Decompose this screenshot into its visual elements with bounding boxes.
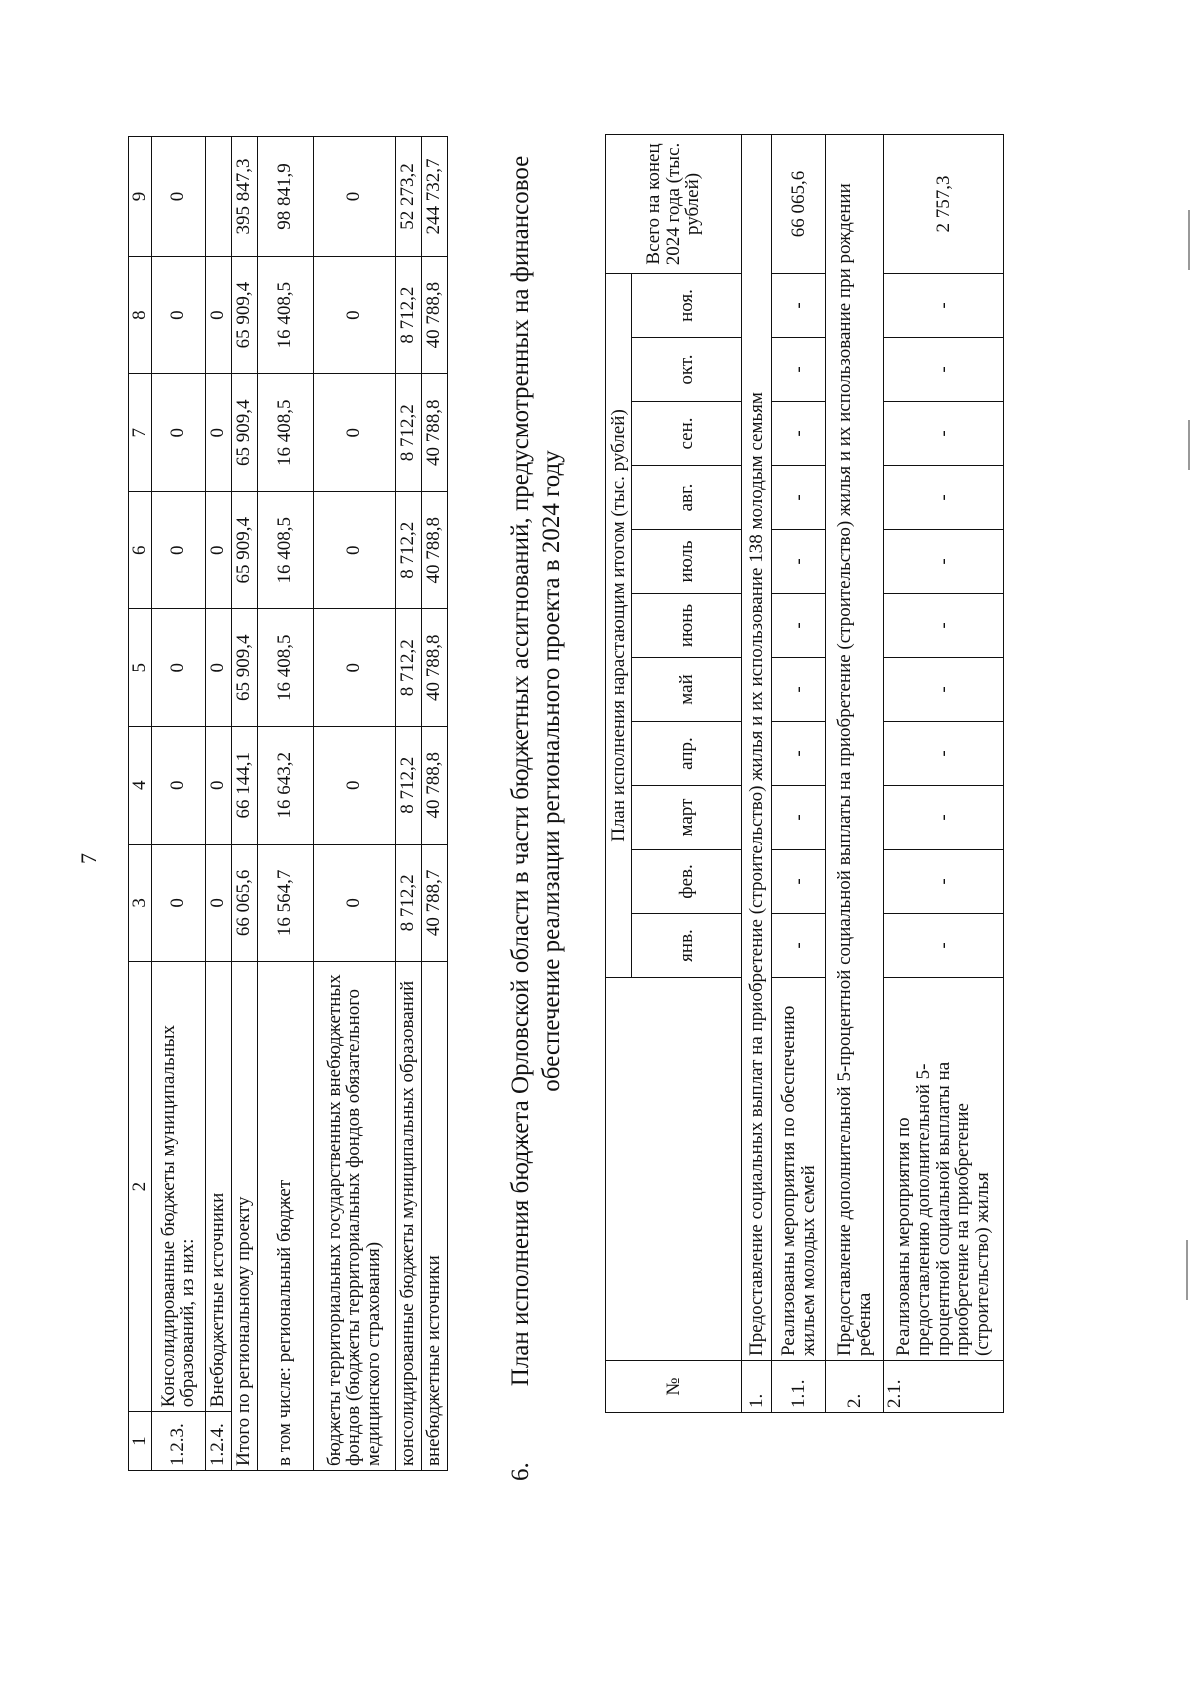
header-cell: 6 bbox=[129, 491, 152, 609]
section-title bbox=[505, 121, 568, 1481]
header-cell: 4 bbox=[129, 727, 152, 845]
header-name bbox=[606, 978, 742, 1361]
cell: 52 273,2 bbox=[395, 137, 421, 257]
month-header: фев. bbox=[632, 850, 742, 914]
cell: - bbox=[772, 466, 826, 530]
cell: 395 847,3 bbox=[231, 137, 257, 257]
table-row bbox=[231, 137, 257, 1471]
row-label: консолидированные бюджеты муниципальных образований bbox=[395, 962, 421, 1471]
header-cell: 5 bbox=[129, 609, 152, 727]
cell: 40 788,8 bbox=[421, 374, 447, 492]
cell: 40 788,7 bbox=[421, 844, 447, 962]
cell: - bbox=[884, 850, 1004, 914]
row-code: 2. bbox=[826, 1361, 884, 1413]
header-plan: План исполнения нарастающим итогом (тыс. рублей) bbox=[606, 273, 632, 977]
cell-total: 2 757,3 bbox=[884, 134, 1004, 273]
cell: 0 bbox=[313, 491, 395, 609]
header-no: № bbox=[606, 1361, 742, 1413]
cell: - bbox=[884, 594, 1004, 658]
month-header: июнь bbox=[632, 594, 742, 658]
table-row bbox=[313, 137, 395, 1471]
cell: - bbox=[884, 786, 1004, 850]
cell: 40 788,8 bbox=[421, 727, 447, 845]
table-row bbox=[205, 137, 231, 1471]
cell: - bbox=[772, 658, 826, 722]
month-header: май bbox=[632, 658, 742, 722]
header-total: Всего на конец 2024 года (тыс. рублей) bbox=[606, 134, 742, 273]
cell: - bbox=[772, 786, 826, 850]
cell: 8 712,2 bbox=[395, 727, 421, 845]
month-header: апр. bbox=[632, 722, 742, 786]
header-cell: 1 bbox=[129, 1412, 152, 1471]
cell: 65 909,4 bbox=[231, 491, 257, 609]
cell: 0 bbox=[151, 256, 205, 374]
row-code: 1.1. bbox=[772, 1361, 826, 1413]
row-code: 1. bbox=[742, 1361, 772, 1413]
cell: 66 065,6 bbox=[231, 844, 257, 962]
cell: - bbox=[772, 722, 826, 786]
section-title-text: План исполнения бюджета Орловской области в части бюджетных ассигнований, предусмотренных на финансовое обеспечение реализации регионального проекта в 2024 году bbox=[507, 155, 566, 1387]
cell: 0 bbox=[313, 609, 395, 727]
cell: 0 bbox=[205, 374, 231, 492]
row-code: 1.2.4. bbox=[205, 1412, 231, 1471]
cell: 0 bbox=[205, 844, 231, 962]
cell: 0 bbox=[151, 137, 205, 257]
row-code: 2.1. bbox=[884, 1361, 1004, 1413]
cell: 65 909,4 bbox=[231, 374, 257, 492]
table-row bbox=[421, 137, 447, 1471]
cell: 65 909,4 bbox=[231, 609, 257, 727]
row-label: Внебюджетные источники bbox=[205, 962, 231, 1412]
cell: 66 144,1 bbox=[231, 727, 257, 845]
cell: 0 bbox=[205, 727, 231, 845]
cell: - bbox=[772, 914, 826, 978]
row-code: 1.2.3. bbox=[151, 1412, 205, 1471]
month-header: янв. bbox=[632, 914, 742, 978]
header-cell: 3 bbox=[129, 844, 152, 962]
row-label: Реализованы мероприятия по обеспечению жильем молодых семей bbox=[772, 978, 826, 1361]
cell: 16 564,7 bbox=[257, 844, 313, 962]
cell: 0 bbox=[151, 491, 205, 609]
cell bbox=[205, 137, 231, 257]
section-label: Предоставление социальных выплат на приобретение (строительство) жилья и их использование 138 молодым семьям bbox=[742, 134, 772, 1360]
row-label: внебюджетные источники bbox=[421, 962, 447, 1471]
section-row bbox=[826, 134, 884, 1412]
cell: 40 788,8 bbox=[421, 256, 447, 374]
cell: - bbox=[884, 722, 1004, 786]
cell: 0 bbox=[205, 256, 231, 374]
budget-table bbox=[128, 136, 448, 1471]
header-cell: 7 bbox=[129, 374, 152, 492]
header-cell: 2 bbox=[129, 962, 152, 1412]
table-row bbox=[772, 134, 826, 1412]
section-label: Предоставление дополнительной 5-процентной социальной выплаты на приобретение (строительство) жилья и их использование при рождении ребенка bbox=[826, 134, 884, 1360]
table-row bbox=[395, 137, 421, 1471]
cell: - bbox=[772, 273, 826, 337]
section-number: 6. bbox=[507, 1462, 534, 1481]
page-number: 7 bbox=[76, 853, 101, 864]
cell: 0 bbox=[313, 256, 395, 374]
month-header: сен. bbox=[632, 402, 742, 466]
cell: 40 788,8 bbox=[421, 491, 447, 609]
table-header-row bbox=[606, 134, 632, 1412]
cell-total: 66 065,6 bbox=[772, 134, 826, 273]
cell: 0 bbox=[313, 137, 395, 257]
cell: 0 bbox=[151, 609, 205, 727]
cell: - bbox=[884, 914, 1004, 978]
row-label: Реализованы мероприятия по предоставлению дополнительной 5-процентной социальной выплаты на приобретение на приобретение (строительство) жилья bbox=[884, 978, 1004, 1361]
month-header: ноя. bbox=[632, 273, 742, 337]
cell: 98 841,9 bbox=[257, 137, 313, 257]
cell: 0 bbox=[313, 844, 395, 962]
cell: - bbox=[884, 273, 1004, 337]
row-label: бюджеты территориальных государственных внебюджетных фондов (бюджеты территориальных фондов обязательного медицинского страхования) bbox=[313, 962, 395, 1471]
cell: - bbox=[884, 466, 1004, 530]
table-header-row bbox=[129, 137, 152, 1471]
cell: 8 712,2 bbox=[395, 256, 421, 374]
cell: - bbox=[772, 338, 826, 402]
cell: 0 bbox=[151, 374, 205, 492]
row-label: в том числе: региональный бюджет bbox=[257, 962, 313, 1471]
month-header: март bbox=[632, 786, 742, 850]
cell: 16 643,2 bbox=[257, 727, 313, 845]
cell: 0 bbox=[151, 727, 205, 845]
month-header: окт. bbox=[632, 338, 742, 402]
cell: - bbox=[884, 530, 1004, 594]
cell: - bbox=[772, 530, 826, 594]
cell: 40 788,8 bbox=[421, 609, 447, 727]
cell: - bbox=[884, 658, 1004, 722]
cell: 16 408,5 bbox=[257, 374, 313, 492]
cell: 0 bbox=[205, 491, 231, 609]
month-header: июль bbox=[632, 530, 742, 594]
section-row bbox=[742, 134, 772, 1412]
cell: 8 712,2 bbox=[395, 491, 421, 609]
cell: - bbox=[772, 850, 826, 914]
cell: 0 bbox=[151, 844, 205, 962]
cell: 8 712,2 bbox=[395, 374, 421, 492]
cell: - bbox=[884, 402, 1004, 466]
cell: 244 732,7 bbox=[421, 137, 447, 257]
cell: 16 408,5 bbox=[257, 491, 313, 609]
cell: 65 909,4 bbox=[231, 256, 257, 374]
cell: - bbox=[772, 594, 826, 658]
cell: 0 bbox=[313, 374, 395, 492]
cell: 0 bbox=[313, 727, 395, 845]
row-label: Консолидированные бюджеты муниципальных образований, из них: bbox=[151, 962, 205, 1412]
scan-mark bbox=[1188, 210, 1190, 270]
plan-table bbox=[605, 134, 1004, 1413]
header-cell: 8 bbox=[129, 256, 152, 374]
cell: 0 bbox=[205, 609, 231, 727]
scan-mark bbox=[1186, 1240, 1188, 1300]
table-row bbox=[884, 134, 1004, 1412]
cell: 16 408,5 bbox=[257, 609, 313, 727]
month-header: авг. bbox=[632, 466, 742, 530]
cell: - bbox=[772, 402, 826, 466]
table-row bbox=[257, 137, 313, 1471]
cell: - bbox=[884, 338, 1004, 402]
table-row bbox=[151, 137, 205, 1471]
scan-mark bbox=[1188, 420, 1190, 470]
row-label: Итого по региональному проекту bbox=[231, 962, 257, 1471]
cell: 8 712,2 bbox=[395, 609, 421, 727]
cell: 8 712,2 bbox=[395, 844, 421, 962]
header-cell: 9 bbox=[129, 137, 152, 257]
cell: 16 408,5 bbox=[257, 256, 313, 374]
